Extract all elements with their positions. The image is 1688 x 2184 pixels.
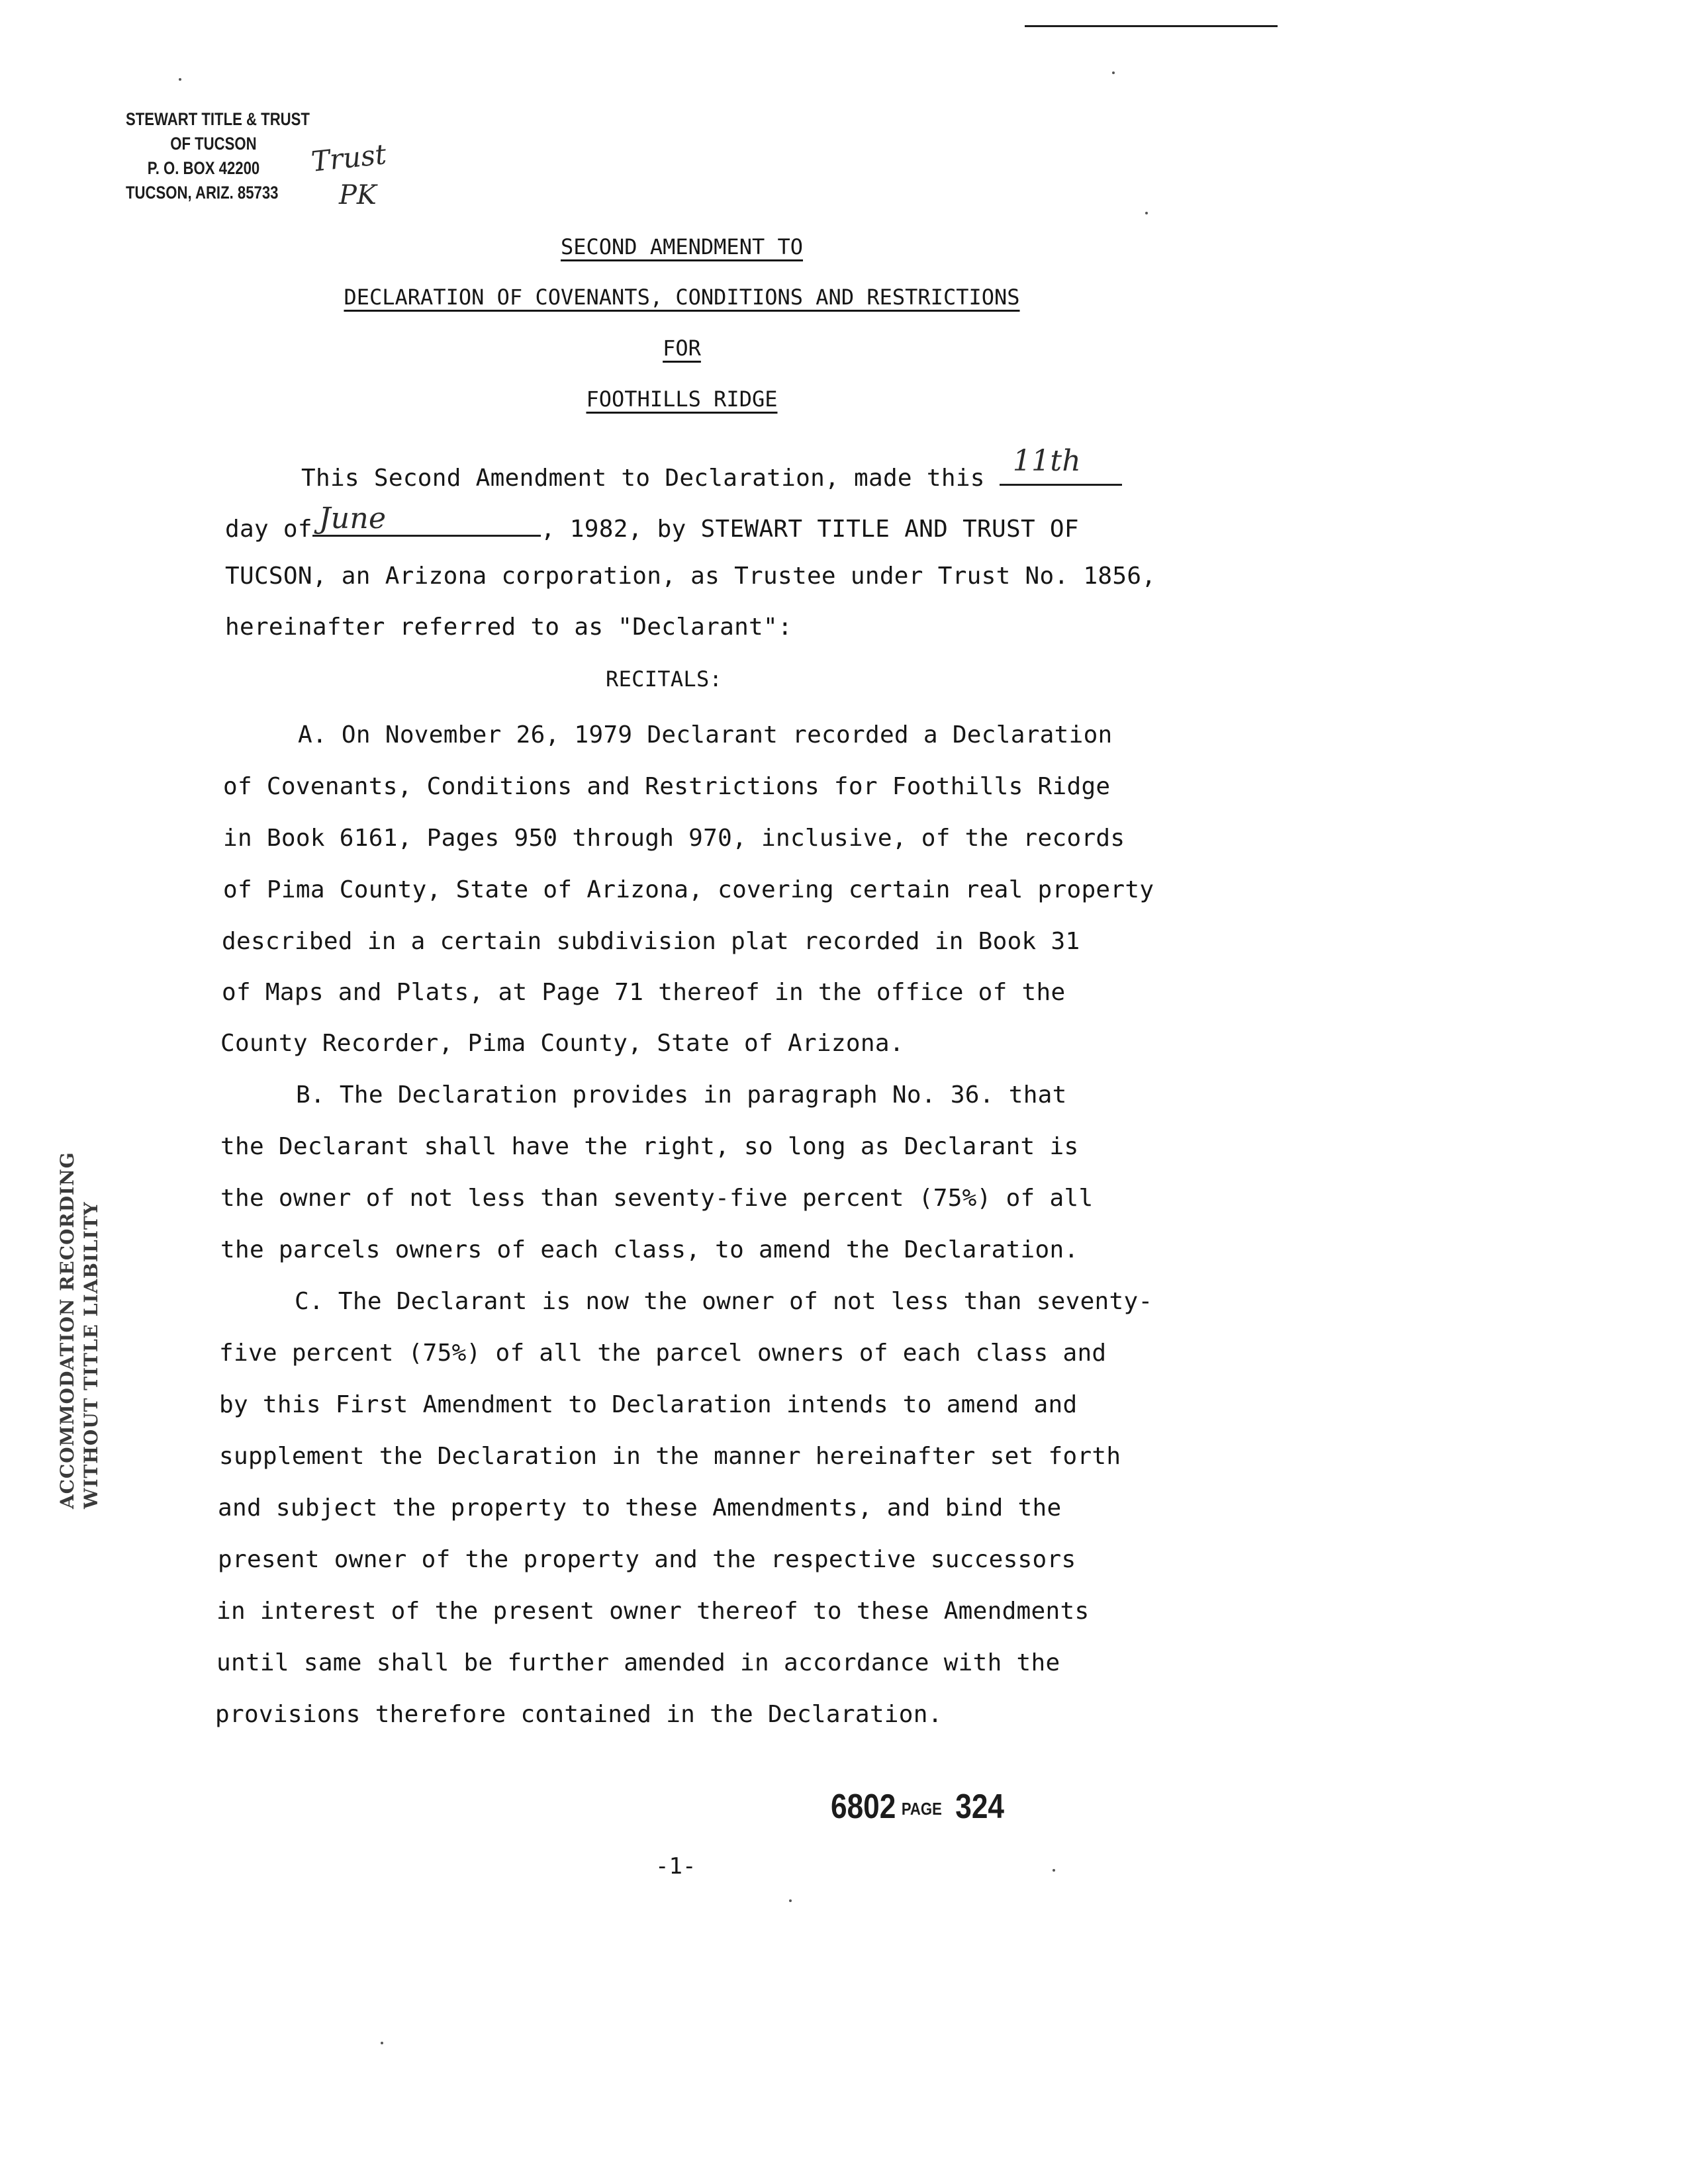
page-number: -1-	[655, 1853, 696, 1880]
para-c-line: C. The Declarant is now the owner of not less than seventy-	[295, 1288, 1153, 1315]
handwritten-month: June	[318, 502, 387, 535]
scan-speck	[381, 2042, 383, 2044]
side-stamp-line-1: ACCOMMODATION RECORDING	[56, 1152, 78, 1509]
page-number-stamp: 324	[955, 1788, 1004, 1826]
para-a-line: in Book 6161, Pages 950 through 970, inclusive, of the records	[223, 825, 1125, 852]
para-c-line: in interest of the present owner thereof to these Amendments	[216, 1598, 1090, 1625]
return-address-stamp	[126, 107, 310, 205]
intro-line-4: hereinafter referred to as "Declarant":	[225, 614, 792, 641]
page-label: PAGE	[901, 1798, 942, 1819]
intro-text-1: This Second Amendment to Declaration, made this	[301, 465, 985, 492]
title-line-2: DECLARATION OF COVENANTS, CONDITIONS AND RESTRICTIONS	[344, 285, 1020, 310]
stamp-line-city: OF TUCSON	[170, 134, 257, 154]
day-blank	[1000, 444, 1122, 486]
side-stamp-line-2: WITHOUT TITLE LIABILITY	[80, 1201, 102, 1509]
month-blank	[312, 502, 541, 537]
intro-line-1	[301, 444, 1122, 492]
para-c-line: supplement the Declaration in the manner hereinafter set forth	[219, 1443, 1121, 1470]
title-line-1: SECOND AMENDMENT TO	[560, 234, 804, 259]
stamp-line-box: P. O. BOX 42200	[147, 158, 260, 178]
para-b-line: the parcels owners of each class, to amend the Declaration.	[220, 1236, 1079, 1263]
para-c-line: by this First Amendment to Declaration intends to amend and	[219, 1391, 1078, 1418]
para-c-line: five percent (75%) of all the parcel owners of each class and	[219, 1340, 1107, 1367]
para-a-line: of Covenants, Conditions and Restrictions for Foothills Ridge	[223, 773, 1111, 800]
scan-speck	[1145, 212, 1148, 214]
para-a-line: A. On November 26, 1979 Declarant recorded a Declaration	[298, 721, 1113, 749]
top-rule	[1025, 25, 1278, 27]
handwritten-initials: PK	[339, 180, 377, 210]
scan-speck	[1053, 1869, 1055, 1872]
handwritten-trust: Trust	[309, 138, 388, 178]
handwritten-day: 11th	[1012, 444, 1081, 478]
para-a-line: County Recorder, Pima County, State of Arizona.	[220, 1030, 904, 1057]
intro-line-3: TUCSON, an Arizona corporation, as Trustee under Trust No. 1856,	[225, 563, 1156, 590]
scan-speck	[1112, 71, 1115, 74]
para-c-line: until same shall be further amended in accordance with the	[216, 1649, 1060, 1676]
para-a-line: described in a certain subdivision plat recorded in Book 31	[222, 928, 1080, 955]
stamp-line-zip: TUCSON, ARIZ. 85733	[126, 183, 279, 203]
para-c-line: provisions therefore contained in the Declaration.	[215, 1701, 943, 1728]
book-number: 6802	[831, 1788, 896, 1826]
accommodation-recording-stamp	[56, 1152, 103, 1509]
intro-text-2b: , 1982, by STEWART TITLE AND TRUST OF	[540, 516, 1079, 543]
para-a-line: of Maps and Plats, at Page 71 thereof in the office of the	[222, 979, 1066, 1006]
stamp-line-company: STEWART TITLE & TRUST	[126, 109, 310, 129]
title-line-3: FOR	[663, 336, 701, 361]
para-b-line: the owner of not less than seventy-five percent (75%) of all	[220, 1185, 1094, 1212]
para-a-line: of Pima County, State of Arizona, covering certain real property	[223, 876, 1154, 903]
recitals-heading: RECITALS:	[606, 666, 723, 692]
scan-speck	[179, 78, 181, 81]
book-page-stamp	[831, 1787, 1004, 1827]
para-c-line: and subject the property to these Amendments, and bind the	[218, 1494, 1062, 1522]
scan-speck	[789, 1899, 792, 1902]
para-b-line: the Declarant shall have the right, so long as Declarant is	[220, 1133, 1079, 1160]
intro-text-2a: day of	[225, 516, 312, 543]
para-b-line: B. The Declaration provides in paragraph No. 36. that	[296, 1081, 1067, 1109]
intro-line-2	[225, 502, 1079, 543]
para-c-line: present owner of the property and the respective successors	[218, 1546, 1076, 1573]
title-line-4: FOOTHILLS RIDGE	[586, 387, 778, 412]
